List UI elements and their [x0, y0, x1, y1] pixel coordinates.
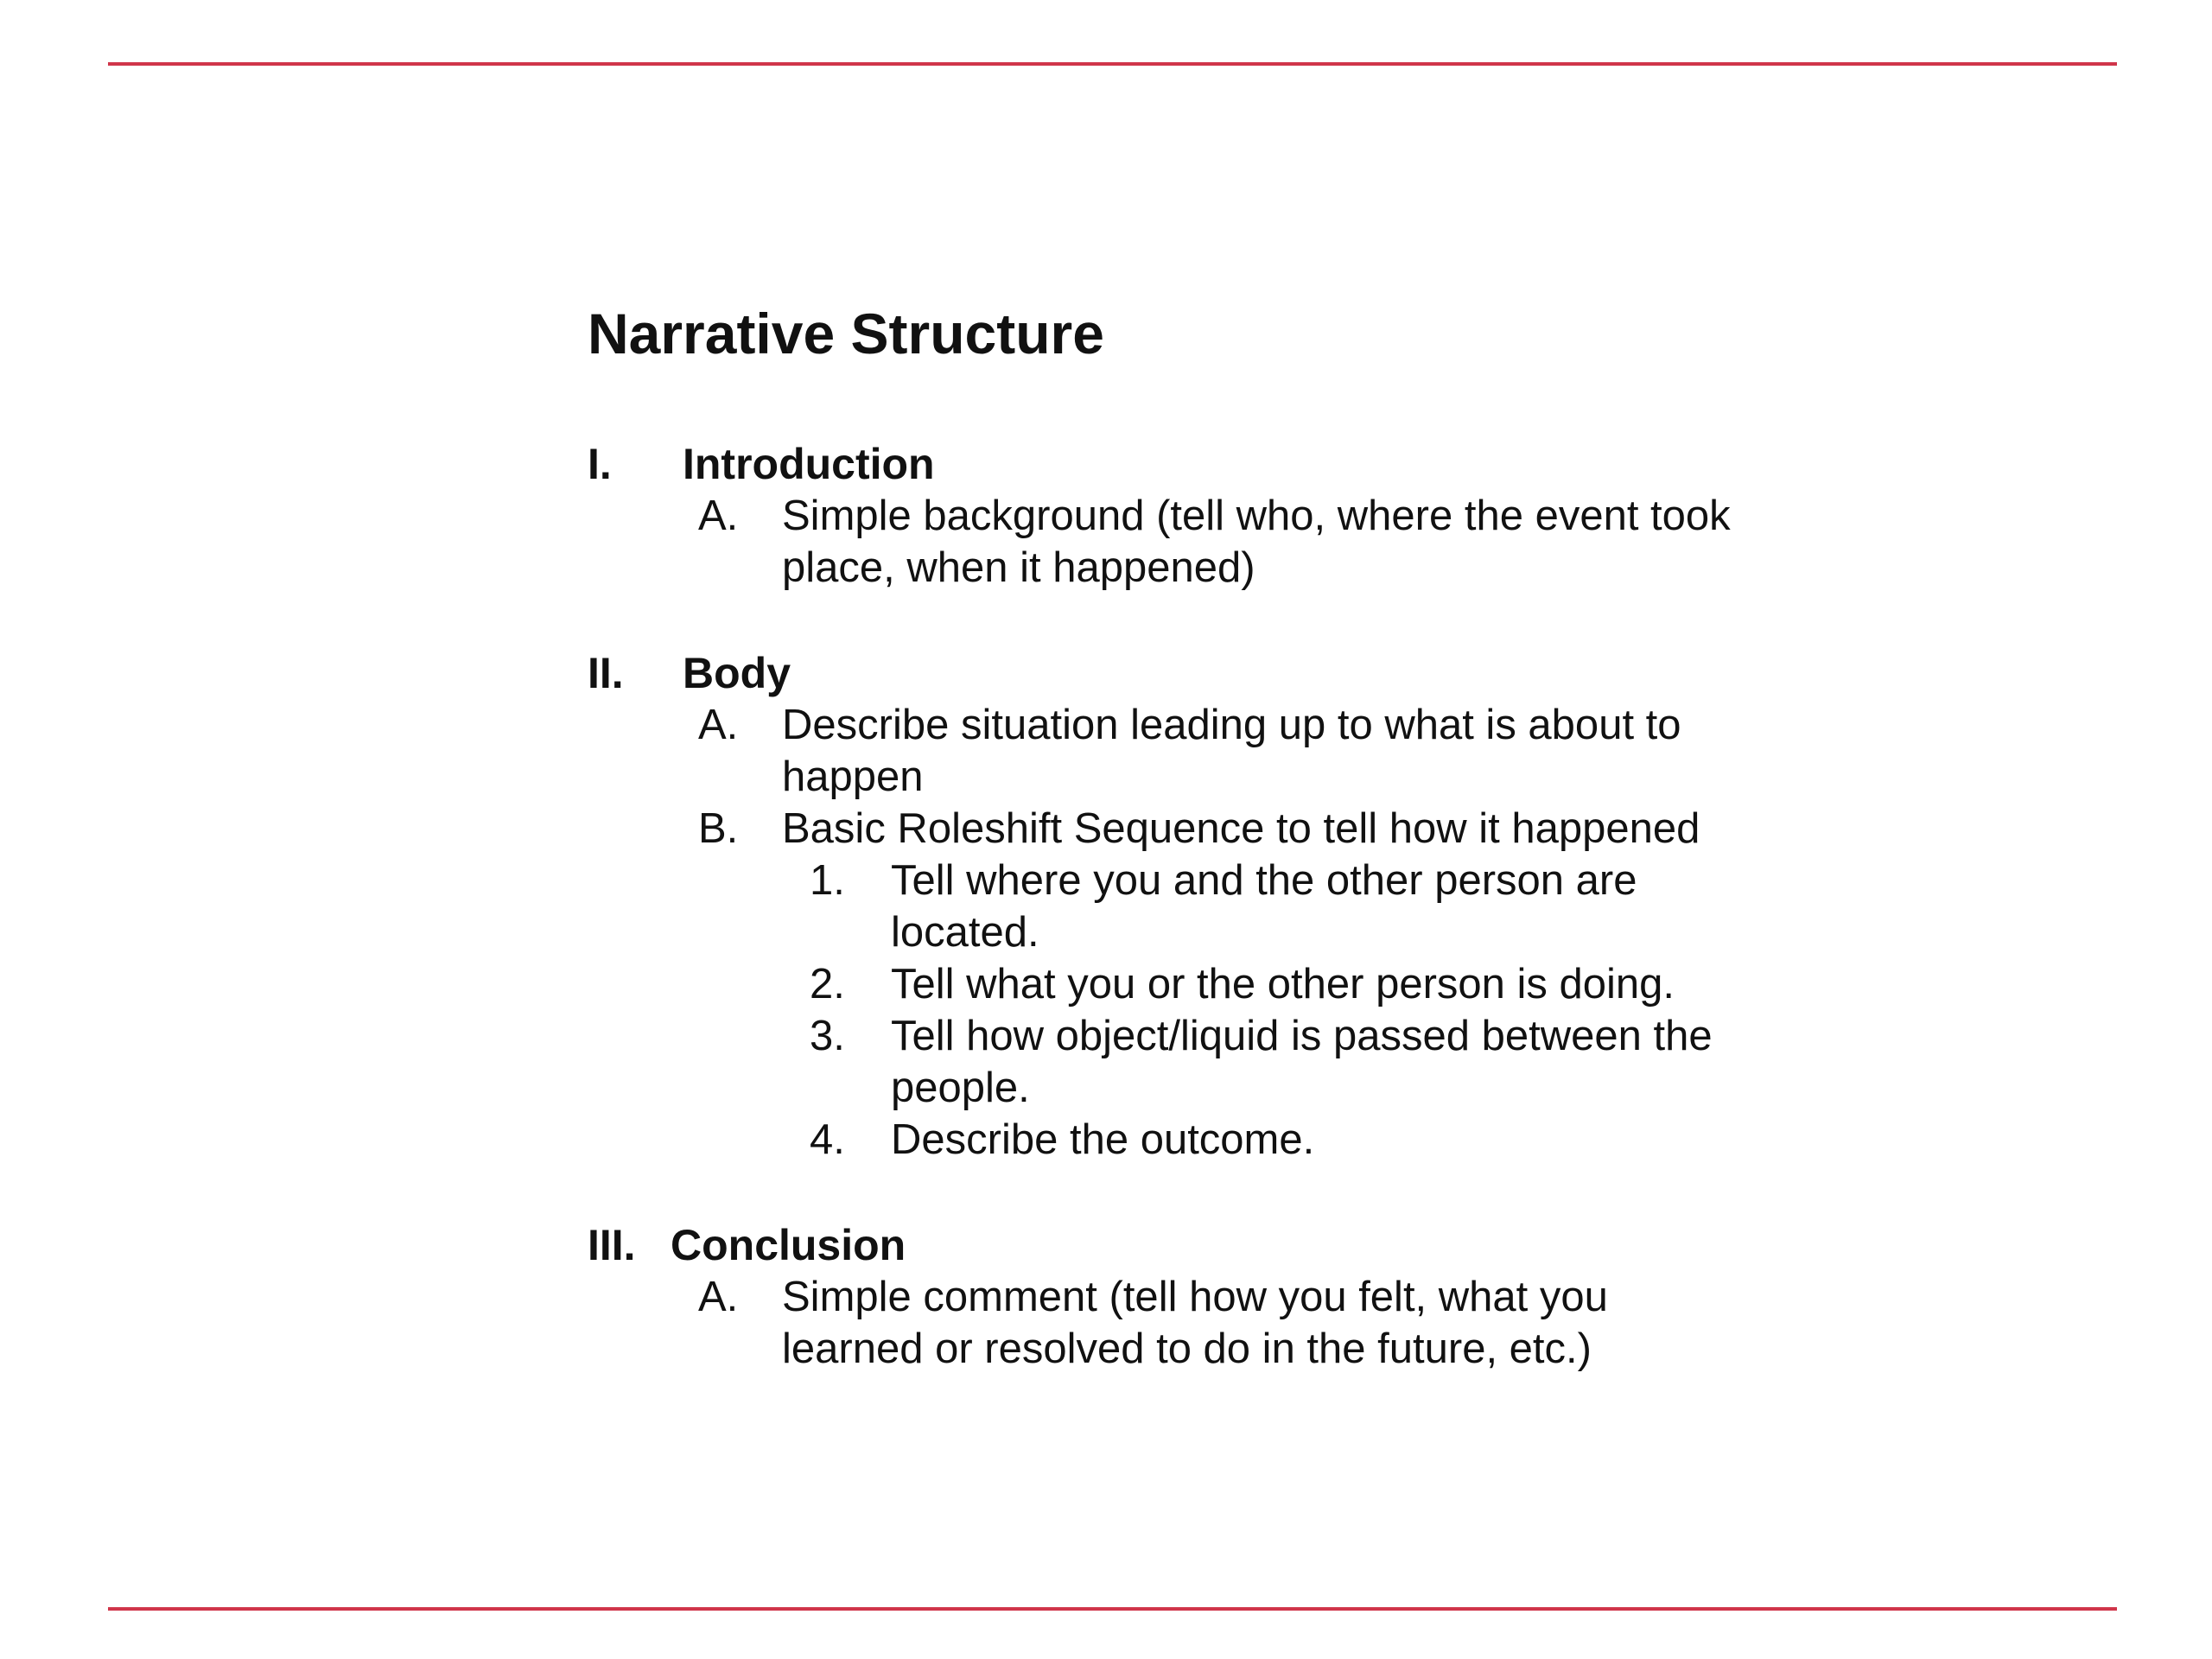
outline-item: [588, 803, 1797, 855]
bottom-divider: [108, 1607, 2117, 1611]
section-body: [588, 647, 1797, 1166]
section-title: Body: [683, 649, 791, 697]
subitem-marker: 1.: [810, 857, 845, 904]
outline-item: [588, 1271, 1797, 1375]
outline-subitem: [588, 958, 1797, 1010]
section-heading: [588, 1219, 1797, 1271]
subitem-marker: 2.: [810, 961, 845, 1007]
subitem-text: Tell where you and the other person are located.: [891, 857, 1637, 956]
subitem-marker: 3.: [810, 1013, 845, 1059]
section-numeral: I.: [588, 440, 612, 488]
section-conclusion: [588, 1219, 1797, 1375]
section-title: Conclusion: [671, 1221, 906, 1269]
item-marker: A.: [698, 1274, 739, 1320]
item-text: Basic Roleshift Sequence to tell how it happened: [782, 805, 1700, 852]
subitem-text: Tell what you or the other person is doing.: [891, 961, 1675, 1007]
section-heading: [588, 647, 1797, 699]
item-text: Simple comment (tell how you felt, what you learned or resolved to do in the future, etc.): [782, 1274, 1608, 1372]
outline-subitem: [588, 1010, 1797, 1114]
section-introduction: [588, 438, 1797, 594]
item-marker: A.: [698, 702, 739, 748]
section-numeral: III.: [588, 1221, 636, 1269]
section-numeral: II.: [588, 649, 624, 697]
outline-item: [588, 699, 1797, 803]
subitem-text: Describe the outcome.: [891, 1116, 1315, 1163]
subitem-text: Tell how object/liquid is passed between the people.: [891, 1013, 1713, 1111]
item-marker: A.: [698, 493, 739, 539]
item-text: Describe situation leading up to what is about to happen: [782, 702, 1681, 800]
item-text: Simple background (tell who, where the event took place, when it happened): [782, 493, 1731, 591]
document-title: Narrative Structure: [588, 302, 1104, 365]
outline-item: [588, 490, 1797, 594]
section-title: Introduction: [683, 440, 935, 488]
item-marker: B.: [698, 805, 739, 852]
outline-subitem: [588, 1114, 1797, 1166]
top-divider: [108, 62, 2117, 66]
outline-document: [588, 298, 1797, 1375]
outline-subitem: [588, 855, 1797, 958]
subitem-marker: 4.: [810, 1116, 845, 1163]
section-heading: [588, 438, 1797, 490]
